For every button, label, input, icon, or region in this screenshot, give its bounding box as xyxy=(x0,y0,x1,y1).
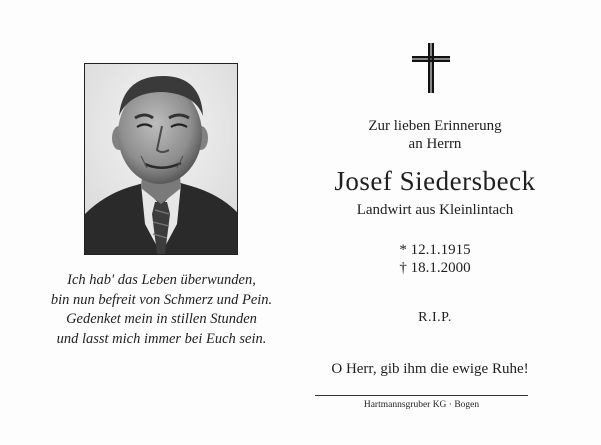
poem-line: Gedenket mein in stillen Stunden xyxy=(66,311,257,327)
poem-line: und lasst mich immer bei Euch sein. xyxy=(56,330,267,347)
death-date: † 18.1.2000 xyxy=(399,260,471,276)
publisher-credit: Hartmannsgruber KG · Bogen xyxy=(363,400,480,410)
occupation: Landwirt aus Kleinlintach xyxy=(356,202,514,218)
portrait-photo xyxy=(84,63,238,255)
rip-text: R.I.P. xyxy=(418,310,452,325)
poem-line: Ich hab' das Leben überwunden, xyxy=(67,272,256,288)
footer-divider xyxy=(315,395,528,396)
poem-line: bin nun befreit von Schmerz und Pein. xyxy=(50,291,273,308)
latin-cross-icon xyxy=(411,42,451,94)
prayer-text: O Herr, gib ihm die ewige Ruhe! xyxy=(331,361,529,377)
intro-line-1: Zur lieben Erinnerung xyxy=(368,118,502,134)
intro-line-2: an Herrn xyxy=(408,136,462,152)
deceased-name: Josef Siedersbeck xyxy=(334,166,536,196)
portrait-image xyxy=(85,64,237,254)
memorial-poem xyxy=(20,271,303,349)
birth-date: * 12.1.1915 xyxy=(399,242,471,258)
